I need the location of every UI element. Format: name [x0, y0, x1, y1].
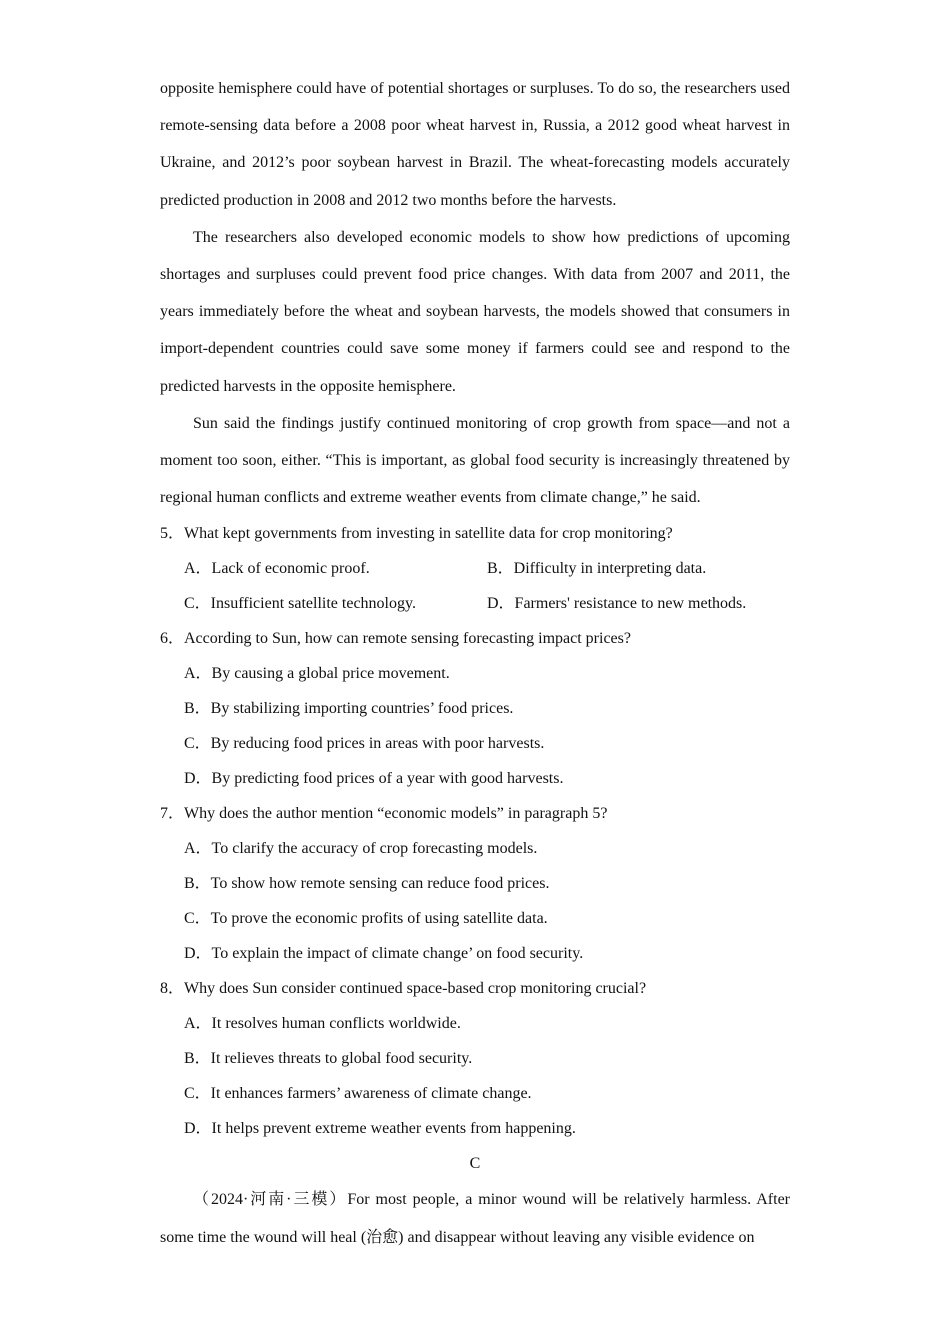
- page-content: [160, 70, 790, 1256]
- section-c-intro: （2024·河南·三模）For most people, a minor wound will be relatively harmless. After some time the wound will heal (治愈) and disappear without leaving any visible evidence on: [160, 1191, 790, 1246]
- option-c: C．By reducing food prices in areas with poor harvests.: [184, 735, 545, 753]
- question-5: [160, 516, 790, 621]
- option-a: A．Lack of economic proof.: [184, 560, 370, 578]
- option-b: B．By stabilizing importing countries’ food prices.: [184, 700, 514, 718]
- option-c: C．Insufficient satellite technology.: [184, 595, 416, 613]
- question-stem: 6．According to Sun, how can remote sensing forecasting impact prices?: [160, 630, 631, 648]
- question-stem: 5．What kept governments from investing in satellite data for crop monitoring?: [160, 525, 673, 543]
- option-d: D．To explain the impact of climate change’ on food security.: [184, 945, 584, 963]
- option-row: [160, 551, 790, 586]
- option-b: B．To show how remote sensing can reduce food prices.: [184, 875, 550, 893]
- question-stem: 7．Why does the author mention “economic models” in paragraph 5?: [160, 805, 608, 823]
- section-heading: C: [469, 1155, 481, 1173]
- option-c: C．To prove the economic profits of using satellite data.: [184, 910, 548, 928]
- passage-paragraph-2: The researchers also developed economic models to show how predictions of upcoming shortages and surpluses could prevent food price changes. With data from 2007 and 2011, the years immediately before the wheat and soybean harvests, the models showed that consumers in import-dependent countries could save some money if farmers could see and respond to the predicted harvests in the opposite hemisphere.: [160, 228, 790, 395]
- question-stem: 8．Why does Sun consider continued space-based crop monitoring crucial?: [160, 980, 647, 998]
- passage-paragraph-3: Sun said the findings justify continued monitoring of crop growth from space—and not a moment too soon, either. “This is important, as global food security is increasingly threatened by regional human conflicts and extreme weather events from climate change,” he said.: [160, 414, 790, 507]
- option-c: C．It enhances farmers’ awareness of climate change.: [184, 1085, 532, 1103]
- option-a: A．To clarify the accuracy of crop forecasting models.: [184, 840, 538, 858]
- option-row: [160, 586, 790, 621]
- option-a: A．It resolves human conflicts worldwide.: [184, 1015, 461, 1033]
- question-8: [160, 971, 790, 1146]
- option-d: D．Farmers' resistance to new methods.: [487, 595, 747, 613]
- passage-paragraph-1: opposite hemisphere could have of potential shortages or surpluses. To do so, the researchers used remote-sensing data before a 2008 poor wheat harvest in, Russia, a 2012 good wheat harvest in Ukraine, and 2012’s poor soybean harvest in Brazil. The wheat-forecasting models accurately predicted production in 2008 and 2012 two months before the harvests.: [160, 80, 790, 209]
- option-b: B．It relieves threats to global food security.: [184, 1050, 473, 1068]
- option-d: D．It helps prevent extreme weather events from happening.: [184, 1120, 576, 1138]
- question-7: [160, 796, 790, 971]
- option-b: B．Difficulty in interpreting data.: [487, 560, 707, 578]
- question-6: [160, 621, 790, 796]
- option-d: D．By predicting food prices of a year with good harvests.: [184, 770, 564, 788]
- option-a: A．By causing a global price movement.: [184, 665, 450, 683]
